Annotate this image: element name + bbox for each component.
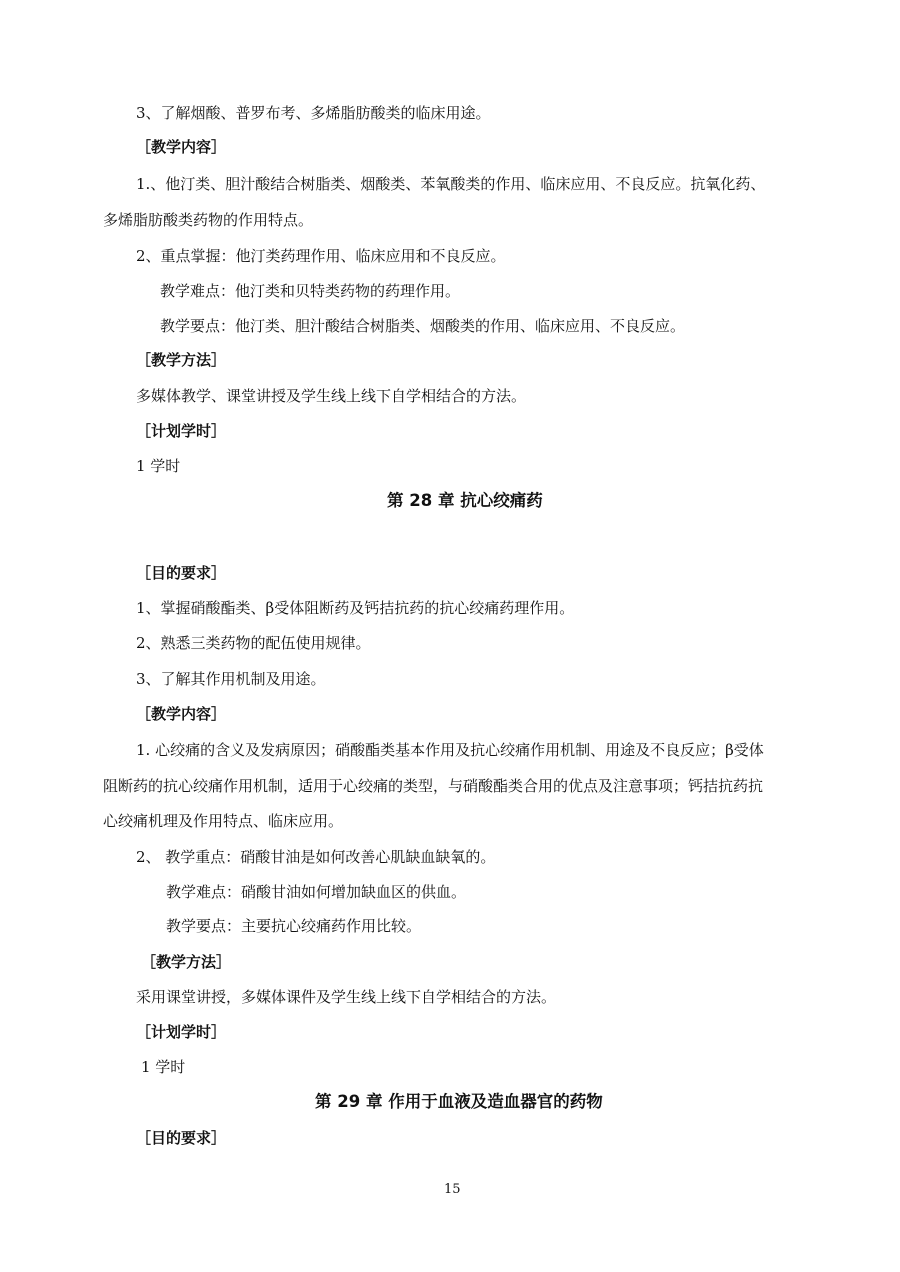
content-paragraph: 心绞痛机理及作用特点、临床应用。 bbox=[103, 812, 344, 830]
content-paragraph: 多媒体教学、课堂讲授及学生线上线下自学相结合的方法。 bbox=[136, 387, 527, 405]
content-paragraph: 1 学时 bbox=[141, 1058, 186, 1076]
section-heading: ［教学方法］ bbox=[136, 351, 227, 369]
section-heading: ［教学方法］ bbox=[141, 953, 232, 971]
section-heading: ［目的要求］ bbox=[136, 1129, 227, 1147]
content-item: 2、 教学重点：硝酸甘油是如何改善心肌缺血缺氧的。 bbox=[136, 848, 496, 866]
content-item: 教学难点：硝酸甘油如何增加缺血区的供血。 bbox=[166, 883, 467, 901]
content-item: 教学要点：主要抗心绞痛药作用比较。 bbox=[166, 917, 422, 935]
content-paragraph: 阻断药的抗心绞痛作用机制，适用于心绞痛的类型，与硝酸酯类合用的优点及注意事项；钙拮抗药抗 bbox=[103, 777, 764, 795]
content-item: 2、重点掌握：他汀类药理作用、临床应用和不良反应。 bbox=[136, 247, 506, 265]
section-heading: ［计划学时］ bbox=[136, 422, 227, 440]
content-item: 教学难点：他汀类和贝特类药物的药理作用。 bbox=[160, 282, 461, 300]
objective-item: 3、了解其作用机制及用途。 bbox=[136, 670, 326, 688]
objective-item: 1、掌握硝酸酯类、β受体阻断药及钙拮抗药的抗心绞痛药理作用。 bbox=[136, 599, 575, 617]
content-paragraph: 多烯脂肪酸类药物的作用特点。 bbox=[103, 211, 314, 229]
objective-item: 2、熟悉三类药物的配伍使用规律。 bbox=[136, 634, 371, 652]
content-paragraph: 采用课堂讲授，多媒体课件及学生线上线下自学相结合的方法。 bbox=[136, 988, 557, 1006]
page-number: 15 bbox=[444, 1182, 461, 1197]
section-heading: ［目的要求］ bbox=[136, 564, 227, 582]
section-heading: ［计划学时］ bbox=[136, 1023, 227, 1041]
section-heading: ［教学内容］ bbox=[136, 138, 227, 156]
section-heading: ［教学内容］ bbox=[136, 705, 227, 723]
content-paragraph: 1.、他汀类、胆汁酸结合树脂类、烟酸类、苯氧酸类的作用、临床应用、不良反应。抗氧化药、 bbox=[136, 175, 766, 193]
objective-item: 3、了解烟酸、普罗布考、多烯脂肪酸类的临床用途。 bbox=[136, 104, 491, 122]
chapter-title: 第 28 章 抗心绞痛药 bbox=[387, 491, 543, 510]
content-paragraph: 1. 心绞痛的含义及发病原因；硝酸酯类基本作用及抗心绞痛作用机制、用途及不良反应；β受体 bbox=[136, 741, 764, 759]
content-item: 教学要点：他汀类、胆汁酸结合树脂类、烟酸类的作用、临床应用、不良反应。 bbox=[160, 317, 686, 335]
chapter-title: 第 29 章 作用于血液及造血器官的药物 bbox=[315, 1092, 603, 1111]
content-paragraph: 1 学时 bbox=[136, 457, 181, 475]
